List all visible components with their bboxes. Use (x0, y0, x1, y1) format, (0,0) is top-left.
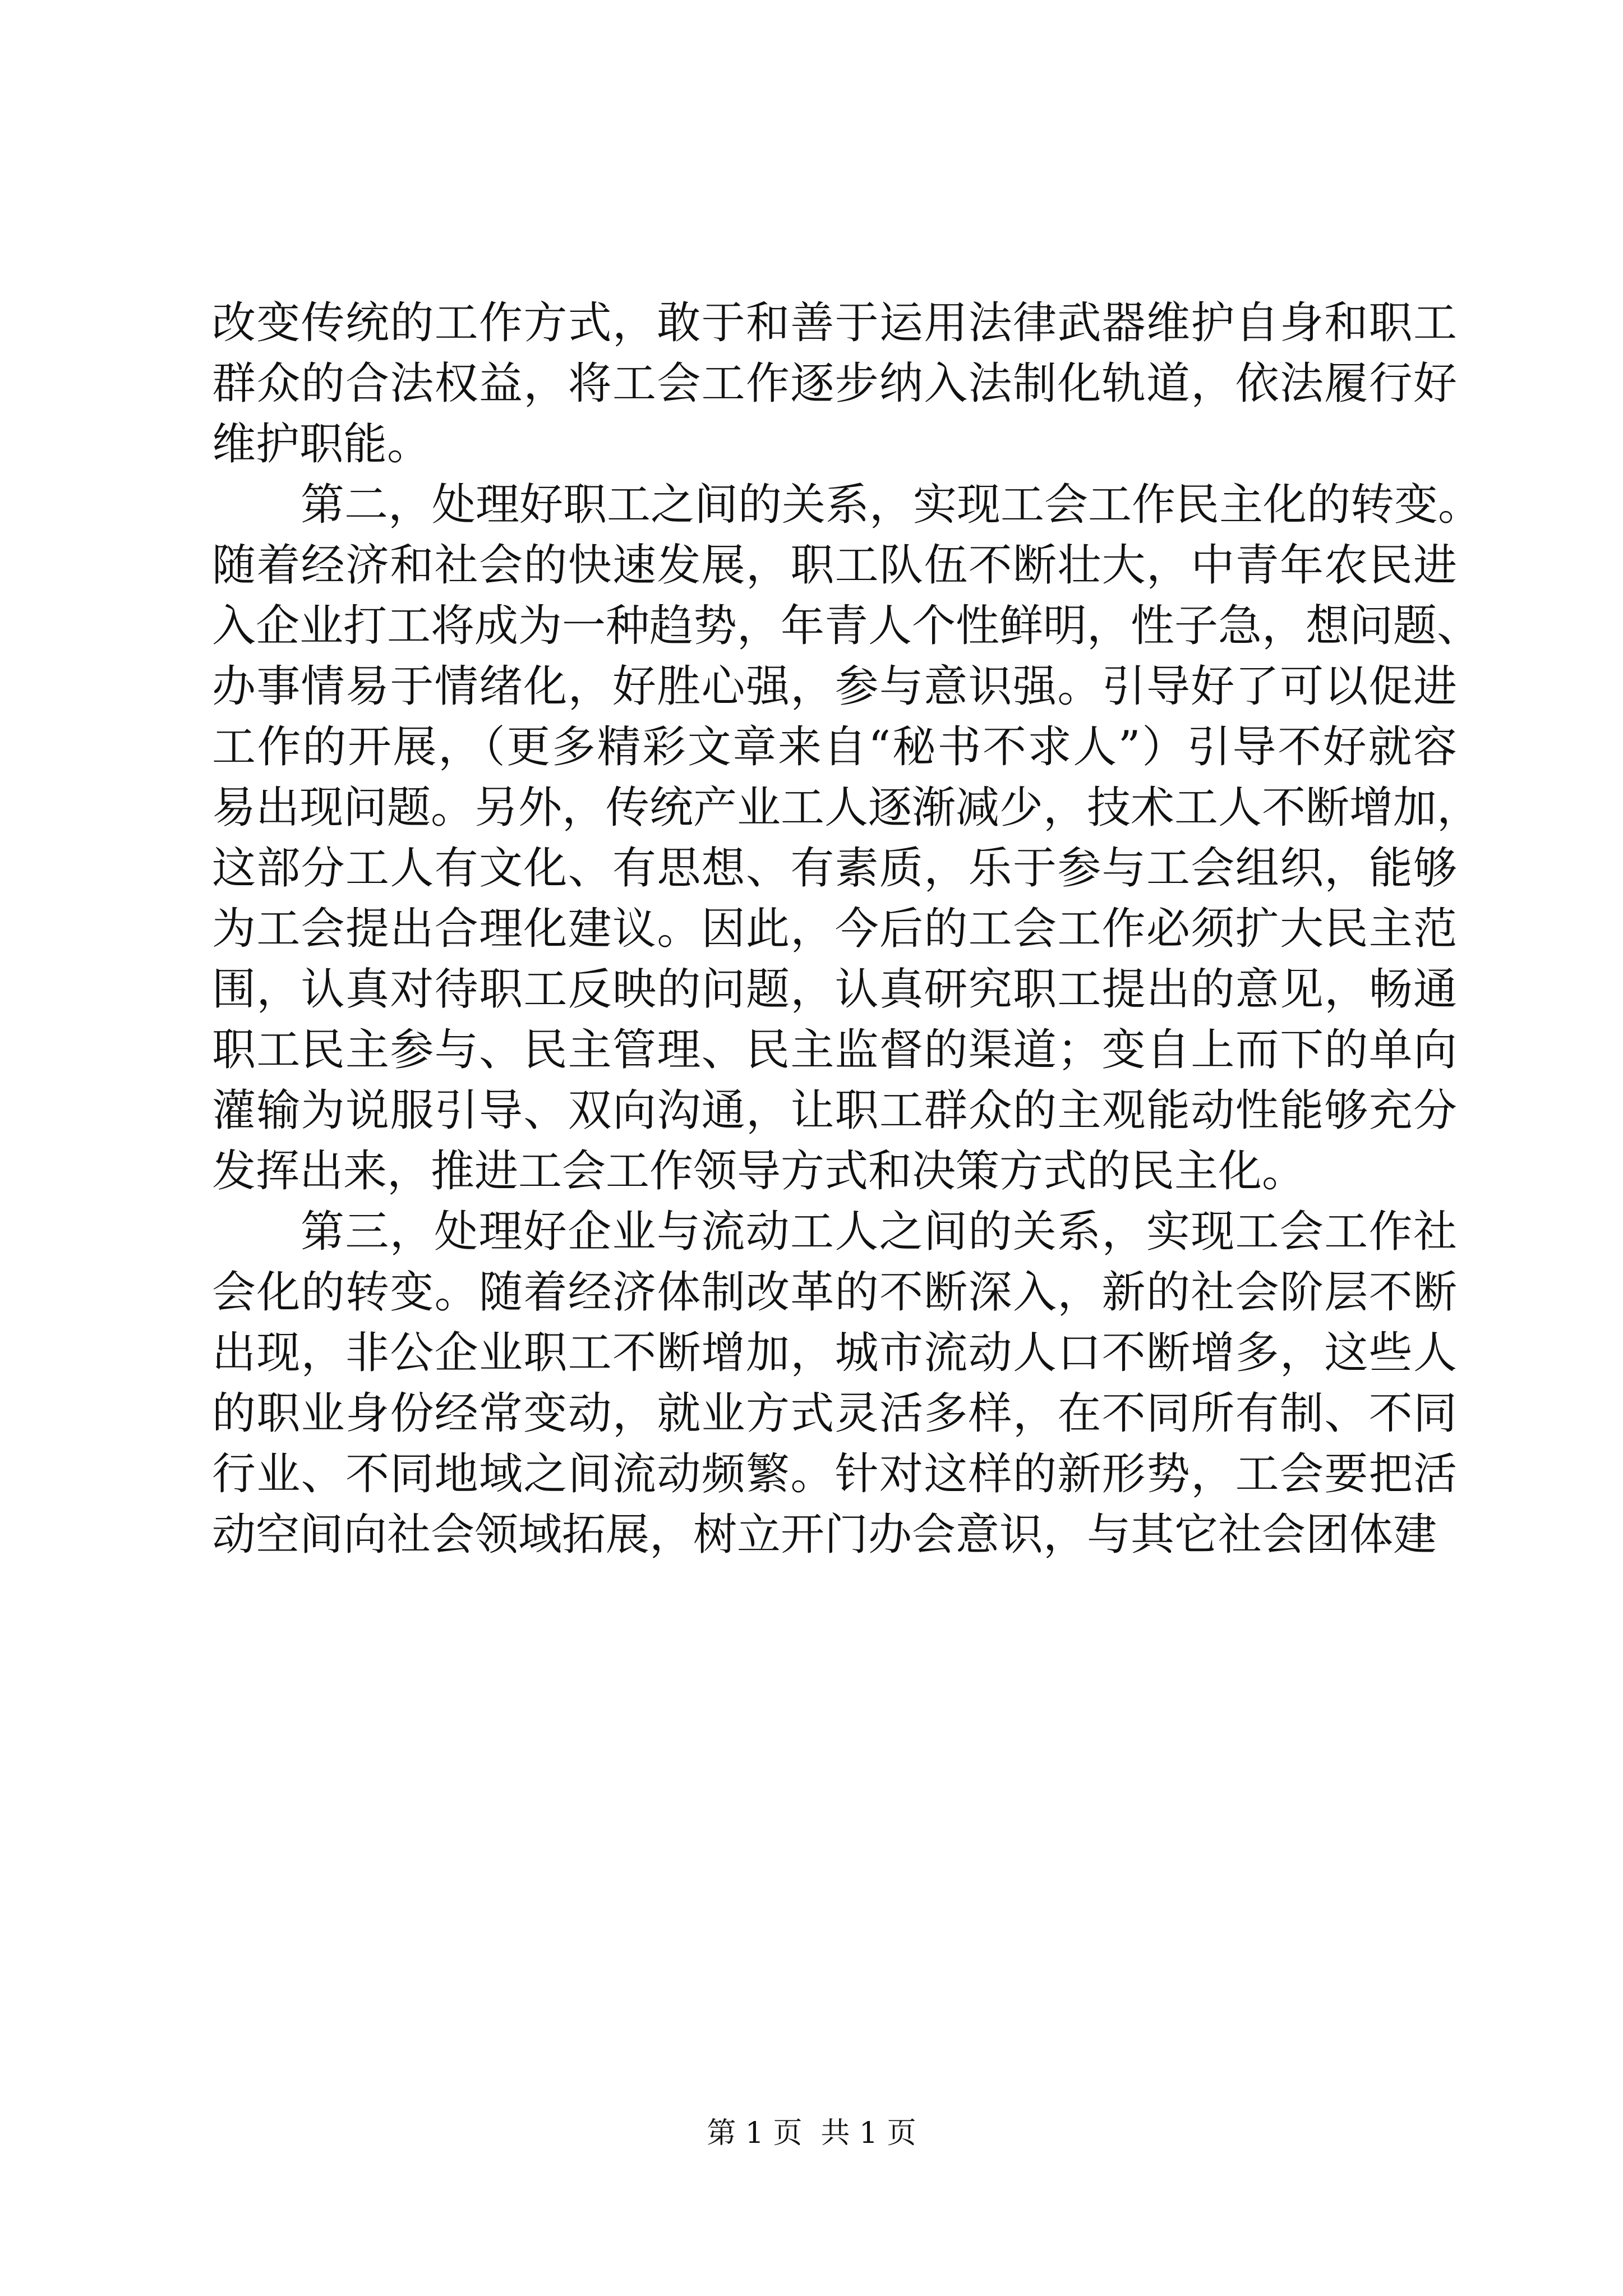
text-line: 改变传统的工作方式，敢于和善于运用法律武器维护自身和职工 (212, 298, 1457, 348)
text-line: 易出现问题。另外，传统产业工人逐渐减少，技术工人不断增加， (212, 783, 1481, 833)
text-line: 这部分工人有文化、有思想、有素质，乐于参与工会组织，能够 (212, 843, 1457, 894)
text-line: 办事情易于情绪化，好胜心强，参与意识强。引导好了可以促进 (212, 661, 1457, 712)
page-number-label: 第 1 页 共 1 页 (707, 2116, 916, 2150)
text-line: 出现，非公企业职工不断增加，城市流动人口不断增多，这些人 (212, 1328, 1457, 1378)
text-line: 会化的转变。随着经济体制改革的不断深入，新的社会阶层不断 (212, 1267, 1457, 1318)
text-line: 工作的开展，（更多精彩文章来自“秘书不求人”）引导不好就容 (212, 722, 1457, 772)
text-line: 第二，处理好职工之间的关系，实现工会工作民主化的转变。 (301, 480, 1482, 530)
text-line: 职工民主参与、民主管理、民主监督的渠道；变自上而下的单向 (212, 1025, 1457, 1075)
text-line: 随着经济和社会的快速发展，职工队伍不断壮大，中青年农民进 (212, 540, 1457, 591)
page-footer (0, 2114, 1623, 2153)
text-line: 维护职能。 (212, 419, 431, 470)
paragraph (212, 475, 1482, 1202)
text-line: 的职业身份经常变动，就业方式灵活多样，在不同所有制、不同 (212, 1388, 1457, 1439)
text-line: 第三，处理好企业与流动工人之间的关系，实现工会工作社 (301, 1207, 1457, 1257)
paragraph (212, 293, 1457, 475)
paragraph (212, 1202, 1457, 1565)
text-line: 围，认真对待职工反映的问题，认真研究职工提出的意见，畅通 (212, 964, 1457, 1015)
text-line: 群众的合法权益，将工会工作逐步纳入法制化轨道，依法履行好 (212, 358, 1457, 409)
text-line: 发挥出来，推进工会工作领导方式和决策方式的民主化。 (212, 1146, 1306, 1197)
text-line: 灌输为说服引导、双向沟通，让职工群众的主观能动性能够充分 (212, 1085, 1457, 1136)
text-line: 动空间向社会领域拓展，树立开门办会意识，与其它社会团体建 (212, 1510, 1437, 1560)
text-line: 为工会提出合理化建议。因此，今后的工会工作必须扩大民主范 (212, 904, 1457, 954)
text-line: 入企业打工将成为一种趋势，年青人个性鲜明，性子急，想问题、 (212, 601, 1481, 651)
text-line: 行业、不同地域之间流动频繁。针对这样的新形势，工会要把活 (212, 1449, 1457, 1499)
document-body (212, 293, 1482, 1565)
